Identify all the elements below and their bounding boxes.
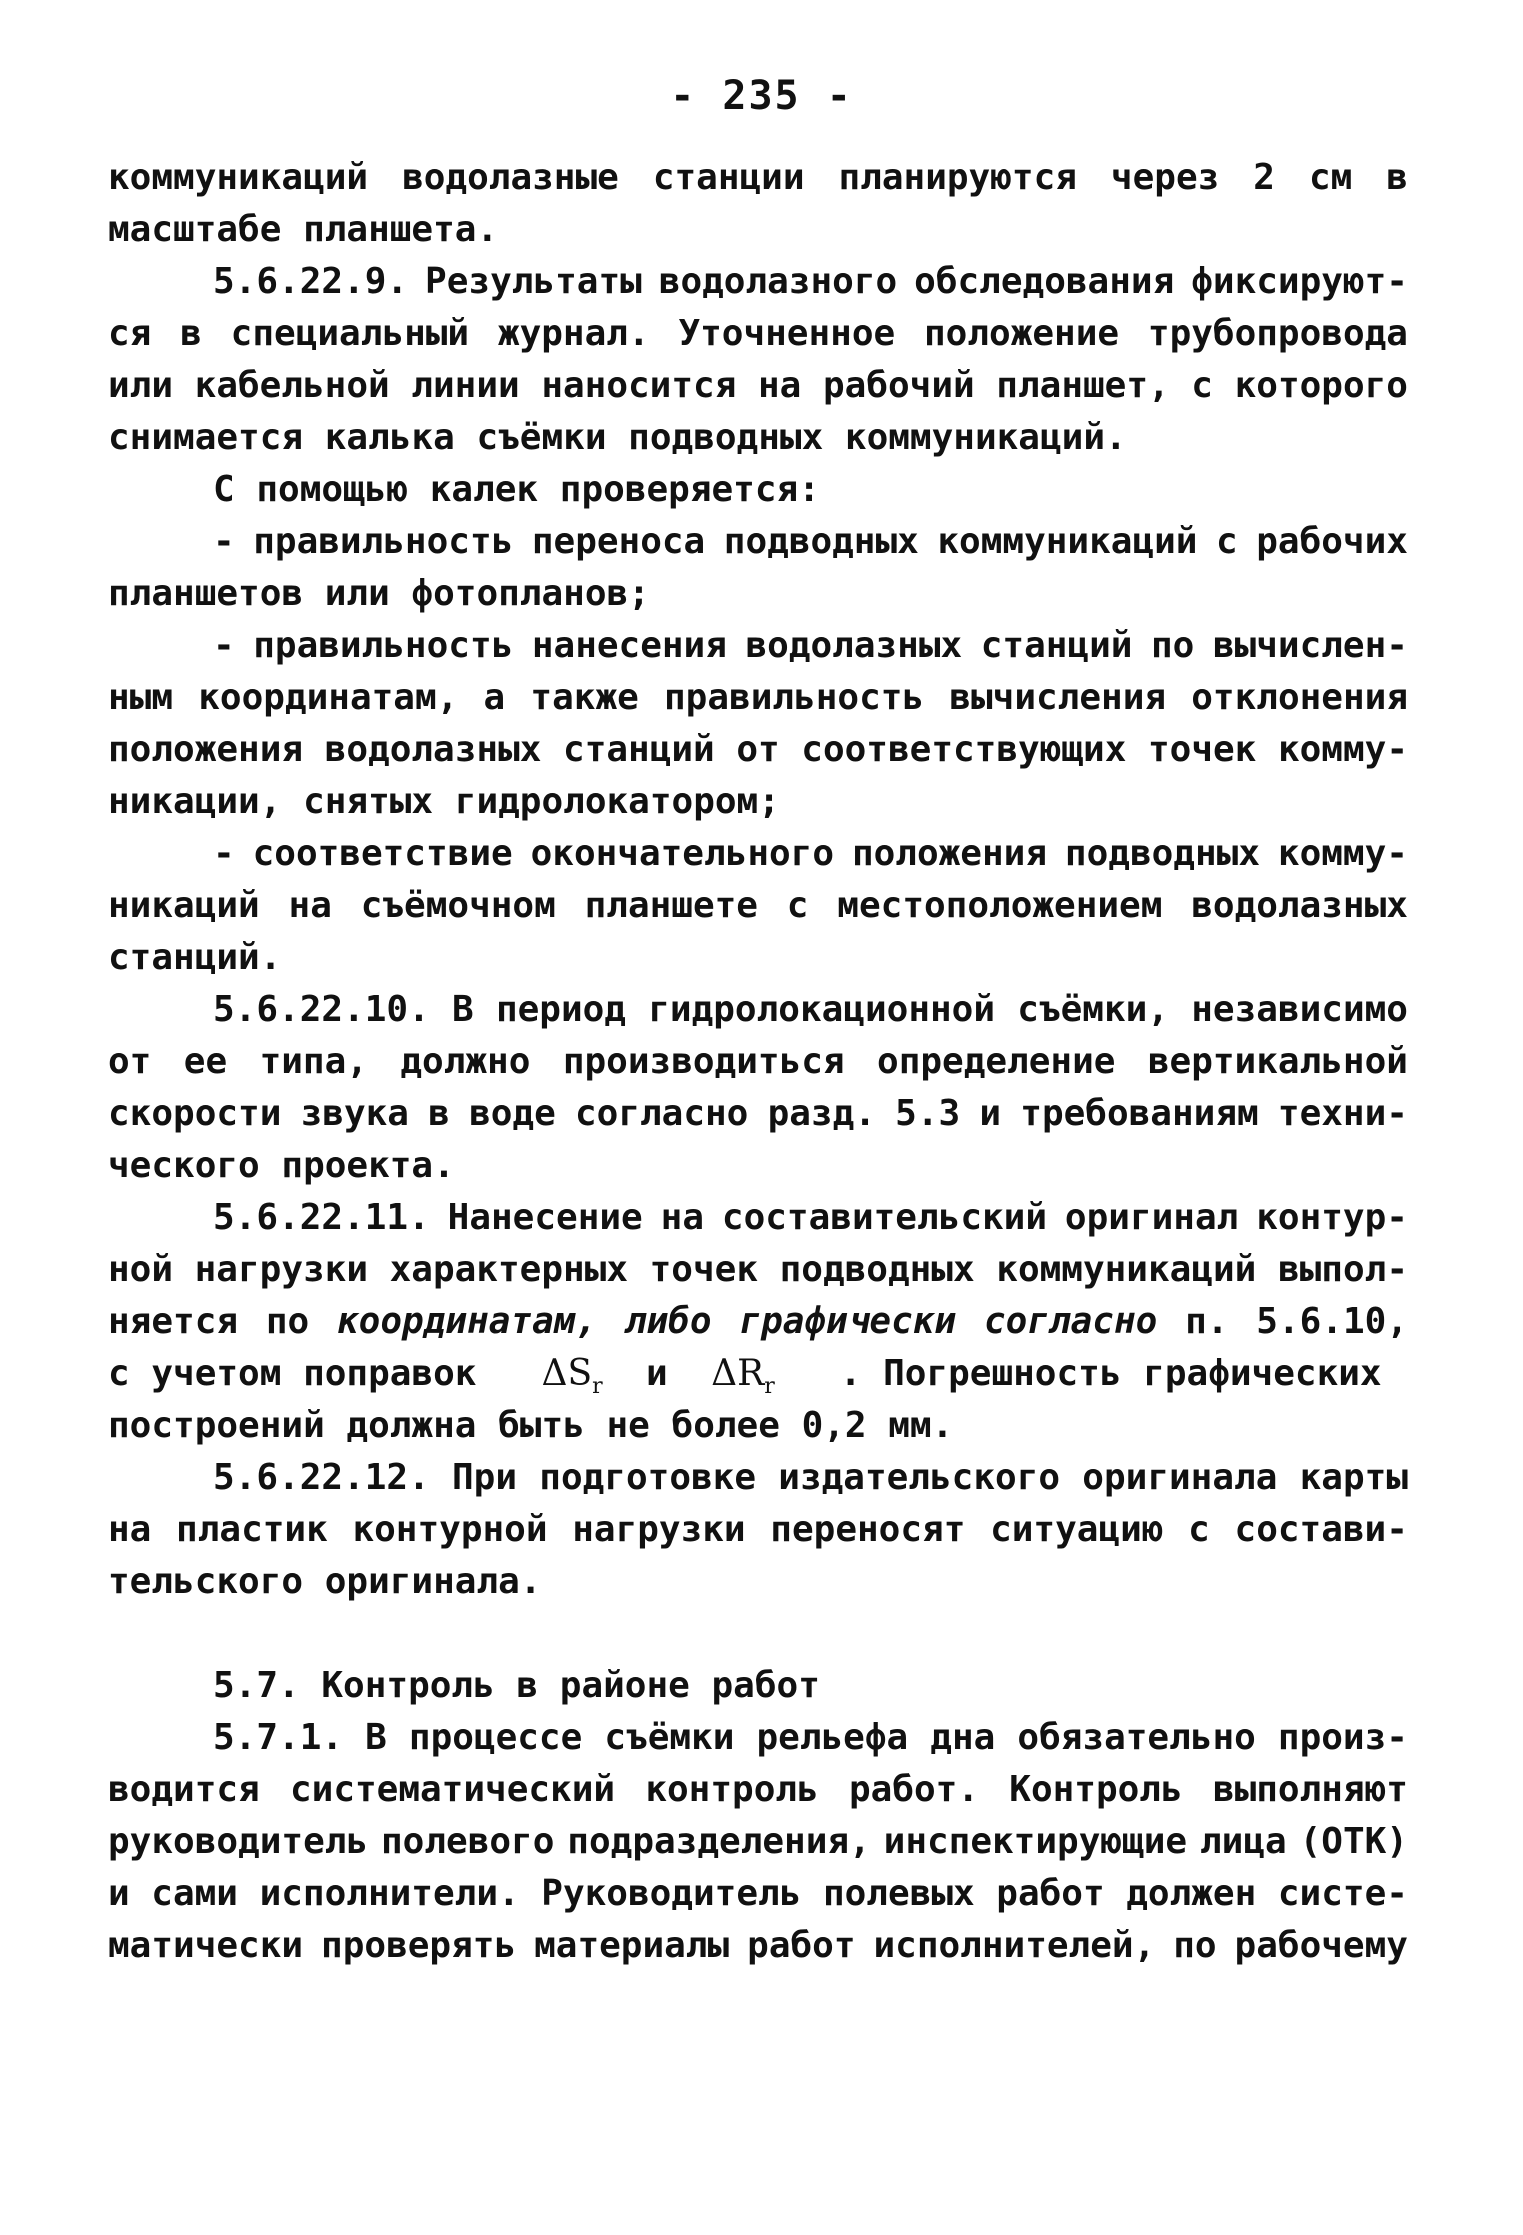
word: нанесения	[531, 625, 727, 666]
word: произ-	[1277, 1717, 1408, 1758]
word: на	[108, 1509, 152, 1550]
word: фиксируют-	[1191, 261, 1408, 302]
formula-line	[108, 1348, 1408, 1400]
word: водолазного	[658, 261, 898, 302]
word: по	[1173, 1925, 1217, 1966]
word: никаций	[108, 885, 260, 926]
text-line	[108, 1816, 1408, 1868]
word: правильность	[664, 677, 925, 718]
text-line	[108, 1608, 1408, 1660]
word: и	[979, 1093, 1002, 1134]
word: составительский	[721, 1197, 1048, 1238]
word: местоположением	[837, 885, 1163, 926]
word: издательского	[778, 1457, 1061, 1498]
word: либо	[624, 1301, 712, 1342]
text-line	[108, 620, 1408, 672]
word: ным	[108, 677, 174, 718]
text-line	[108, 308, 1408, 360]
word: съёмки,	[1017, 989, 1169, 1030]
word: ее	[183, 1041, 228, 1082]
word: процессе	[408, 1717, 583, 1758]
word: комму-	[1277, 729, 1408, 770]
word: работ	[996, 1873, 1105, 1914]
word: станции	[652, 157, 805, 198]
word: коммуникаций	[996, 1249, 1257, 1290]
word: с	[1191, 365, 1213, 406]
word: определение	[877, 1041, 1116, 1082]
word: звука	[300, 1093, 409, 1134]
word: рельефа	[756, 1717, 909, 1758]
word: исполнители.	[259, 1873, 520, 1914]
word: подводных	[723, 521, 919, 562]
text-line	[108, 1296, 1408, 1348]
word: станций	[980, 625, 1133, 666]
word: от	[736, 729, 780, 770]
word: скорости	[108, 1093, 282, 1134]
word: руководитель	[108, 1821, 369, 1862]
word: с	[786, 885, 809, 926]
word: съёмки	[604, 1717, 735, 1758]
word: подводных	[1064, 833, 1260, 874]
word: линии	[411, 365, 520, 406]
word: специальный	[230, 313, 470, 354]
text-line: построений должна быть не более 0,2 мм.	[108, 1405, 954, 1446]
word: материалы	[534, 1925, 730, 1966]
word: 5.3	[895, 1093, 961, 1134]
word: оригинал	[1064, 1197, 1239, 1238]
word: выполняют	[1212, 1769, 1408, 1810]
word: полевых	[822, 1873, 975, 1914]
word: коммуникаций	[108, 157, 369, 198]
word: 5.6.22.9.	[213, 261, 409, 302]
formula-suffix: . Погрешность графических	[774, 1353, 1382, 1394]
text-line	[108, 1764, 1408, 1816]
text-line: никации, снятых гидролокатором;	[108, 781, 780, 822]
word: разд.	[767, 1093, 876, 1134]
word: через	[1110, 157, 1220, 198]
word: проверять	[321, 1925, 517, 1966]
text-line	[108, 1036, 1408, 1088]
word: Уточненное	[678, 313, 896, 354]
word: водится	[108, 1769, 260, 1810]
word: точек	[649, 1249, 758, 1290]
delta-s-symbol-main: ΔS	[541, 1353, 593, 1394]
word: должно	[400, 1041, 531, 1082]
word: согласно	[983, 1301, 1158, 1342]
word: Руководитель	[541, 1873, 802, 1914]
text-line: 5.7. Контроль в районе работ	[213, 1665, 820, 1706]
page-number: - 235 -	[670, 73, 853, 119]
text-line	[108, 984, 1408, 1036]
word: рабочему	[1234, 1925, 1408, 1966]
word: инспектирующие	[883, 1821, 1188, 1862]
delta-s-symbol	[541, 1353, 603, 1400]
word: координатам,	[198, 677, 459, 718]
word: журнал.	[497, 313, 650, 354]
word: 5.6.22.12.	[213, 1457, 430, 1498]
word: ной	[108, 1249, 174, 1290]
word: кабельной	[194, 365, 390, 406]
word: правильность	[253, 521, 514, 562]
word: должен	[1126, 1873, 1257, 1914]
word: планируются	[838, 157, 1077, 198]
word: производиться	[562, 1041, 845, 1082]
document-body	[108, 152, 1408, 1972]
word: сами	[151, 1873, 238, 1914]
word: (ОТК)	[1299, 1821, 1408, 1862]
word: рабочих	[1256, 521, 1408, 562]
word: на	[288, 885, 332, 926]
word: систе-	[1277, 1873, 1408, 1914]
word: также	[530, 677, 639, 718]
word: координатам,	[337, 1301, 598, 1342]
word: -	[213, 521, 235, 562]
word: подводных	[779, 1249, 975, 1290]
word: согласно	[574, 1093, 749, 1134]
word: 2	[1253, 157, 1275, 198]
text-line: масштабе планшета.	[108, 209, 499, 250]
word: станций	[563, 729, 715, 770]
word: ся	[108, 313, 152, 354]
word: положение	[924, 313, 1120, 354]
word: 5.6.22.11.	[213, 1197, 430, 1238]
text-line: планшетов или фотопланов;	[108, 573, 650, 614]
word: от	[108, 1041, 152, 1082]
text-line	[108, 880, 1408, 932]
word: независимо	[1191, 989, 1408, 1030]
word: ситуацию	[990, 1509, 1164, 1550]
word: вычислен-	[1212, 625, 1408, 666]
word: по	[1150, 625, 1195, 666]
text-line: С помощью калек проверяется:	[213, 469, 820, 510]
word: требованиям	[1020, 1093, 1259, 1134]
delta-r-symbol-main: ΔR	[711, 1353, 765, 1394]
word: полевого	[381, 1821, 555, 1862]
text-line	[108, 724, 1408, 776]
word: техни-	[1277, 1093, 1408, 1134]
word: водолазных	[745, 625, 963, 666]
word: соответствующих	[801, 729, 1127, 770]
word: систематический	[289, 1769, 616, 1810]
word: работ.	[848, 1769, 980, 1810]
word: воде	[469, 1093, 556, 1134]
word: 5.6.22.10.	[213, 989, 430, 1030]
word: планшет,	[996, 365, 1170, 406]
word: и	[108, 1873, 130, 1914]
word: нагрузки	[194, 1249, 369, 1290]
word: вычисления	[949, 677, 1167, 718]
text-line	[108, 1088, 1408, 1140]
text-line: тельского оригинала.	[108, 1561, 542, 1602]
word: -	[213, 833, 235, 874]
text-line	[108, 256, 1408, 308]
word: трубопровода	[1147, 313, 1408, 354]
word: правильность	[253, 625, 514, 666]
gap	[476, 1353, 541, 1394]
word: обязательно	[1017, 1717, 1256, 1758]
text-line	[108, 828, 1408, 880]
word: гидролокационной	[648, 989, 996, 1030]
delta-r-symbol-subscript: r	[764, 1374, 775, 1400]
text-line	[108, 1192, 1408, 1244]
word: на	[660, 1197, 704, 1238]
word: лица	[1199, 1821, 1287, 1862]
word: с	[1188, 1509, 1210, 1550]
text-line: станций.	[108, 937, 282, 978]
word: комму-	[1277, 833, 1408, 874]
text-line	[108, 672, 1408, 724]
word: дна	[930, 1717, 996, 1758]
word: планшете	[584, 885, 758, 926]
text-line	[108, 1868, 1408, 1920]
text-line	[108, 1504, 1408, 1556]
word: положения	[851, 833, 1048, 874]
word: наносится	[541, 365, 737, 406]
word: контурной	[352, 1509, 548, 1550]
word: коммуникаций	[937, 521, 1198, 562]
word: исполнителей,	[873, 1925, 1156, 1966]
word: выпол-	[1277, 1249, 1408, 1290]
word: В	[365, 1717, 387, 1758]
word: состави-	[1234, 1509, 1408, 1550]
word: см	[1308, 157, 1353, 198]
text-line	[108, 1452, 1408, 1504]
word: пластик	[176, 1509, 328, 1550]
word: работ	[747, 1925, 856, 1966]
text-line	[108, 152, 1408, 204]
word: водолазных	[1191, 885, 1408, 926]
word: в	[428, 1093, 450, 1134]
word: матически	[108, 1925, 304, 1966]
word: няется	[108, 1301, 239, 1342]
word: п.	[1185, 1301, 1229, 1342]
text-line	[108, 1712, 1408, 1764]
word: положения	[108, 729, 304, 770]
word: переноса	[531, 521, 706, 562]
word: в	[180, 313, 202, 354]
word: контур-	[1256, 1197, 1408, 1238]
word: характерных	[389, 1249, 629, 1290]
word: подготовке	[539, 1457, 757, 1498]
word: карты	[1299, 1457, 1408, 1498]
word: Результаты	[425, 261, 642, 302]
word: окончательного	[530, 833, 835, 874]
word: отклонения	[1191, 677, 1408, 718]
word: по	[265, 1301, 310, 1342]
formula-prefix: с учетом поправок	[108, 1353, 477, 1394]
word: водолазные	[402, 157, 619, 198]
word: подразделения,	[567, 1821, 871, 1862]
word: переносят	[770, 1509, 966, 1550]
word: -	[213, 625, 235, 666]
word: графически	[739, 1301, 957, 1342]
word: контроль	[645, 1769, 819, 1810]
word: а	[483, 677, 506, 718]
word: В	[452, 989, 474, 1030]
word: соответствие	[252, 833, 513, 874]
word: обследования	[914, 261, 1175, 302]
word: оригинала	[1082, 1457, 1278, 1498]
formula-conj: и	[602, 1353, 712, 1394]
word: Контроль	[1009, 1769, 1183, 1810]
word: 5.6.10,	[1256, 1301, 1408, 1342]
text-line	[108, 360, 1408, 412]
word: типа,	[259, 1041, 368, 1082]
delta-s-symbol-subscript: r	[592, 1374, 603, 1400]
delta-r-symbol	[711, 1353, 775, 1400]
word: водолазных	[324, 729, 542, 770]
word: или	[108, 365, 174, 406]
word: рабочий	[822, 365, 975, 406]
text-line	[108, 1920, 1408, 1972]
text-line: снимается калька съёмки подводных коммуникаций.	[108, 417, 1127, 458]
word: в	[1386, 157, 1408, 198]
text-line: ческого проекта.	[108, 1145, 455, 1186]
word: точек	[1147, 729, 1257, 770]
word: с	[1216, 521, 1238, 562]
word: на	[758, 365, 802, 406]
word: съёмочном	[360, 885, 556, 926]
word: период	[495, 989, 626, 1030]
text-line	[108, 1244, 1408, 1296]
word: Нанесение	[447, 1197, 643, 1238]
word: 5.7.1.	[213, 1717, 344, 1758]
word: нагрузки	[572, 1509, 746, 1550]
word: которого	[1234, 365, 1408, 406]
text-line	[108, 516, 1408, 568]
word: вертикальной	[1147, 1041, 1408, 1082]
word: При	[452, 1457, 518, 1498]
